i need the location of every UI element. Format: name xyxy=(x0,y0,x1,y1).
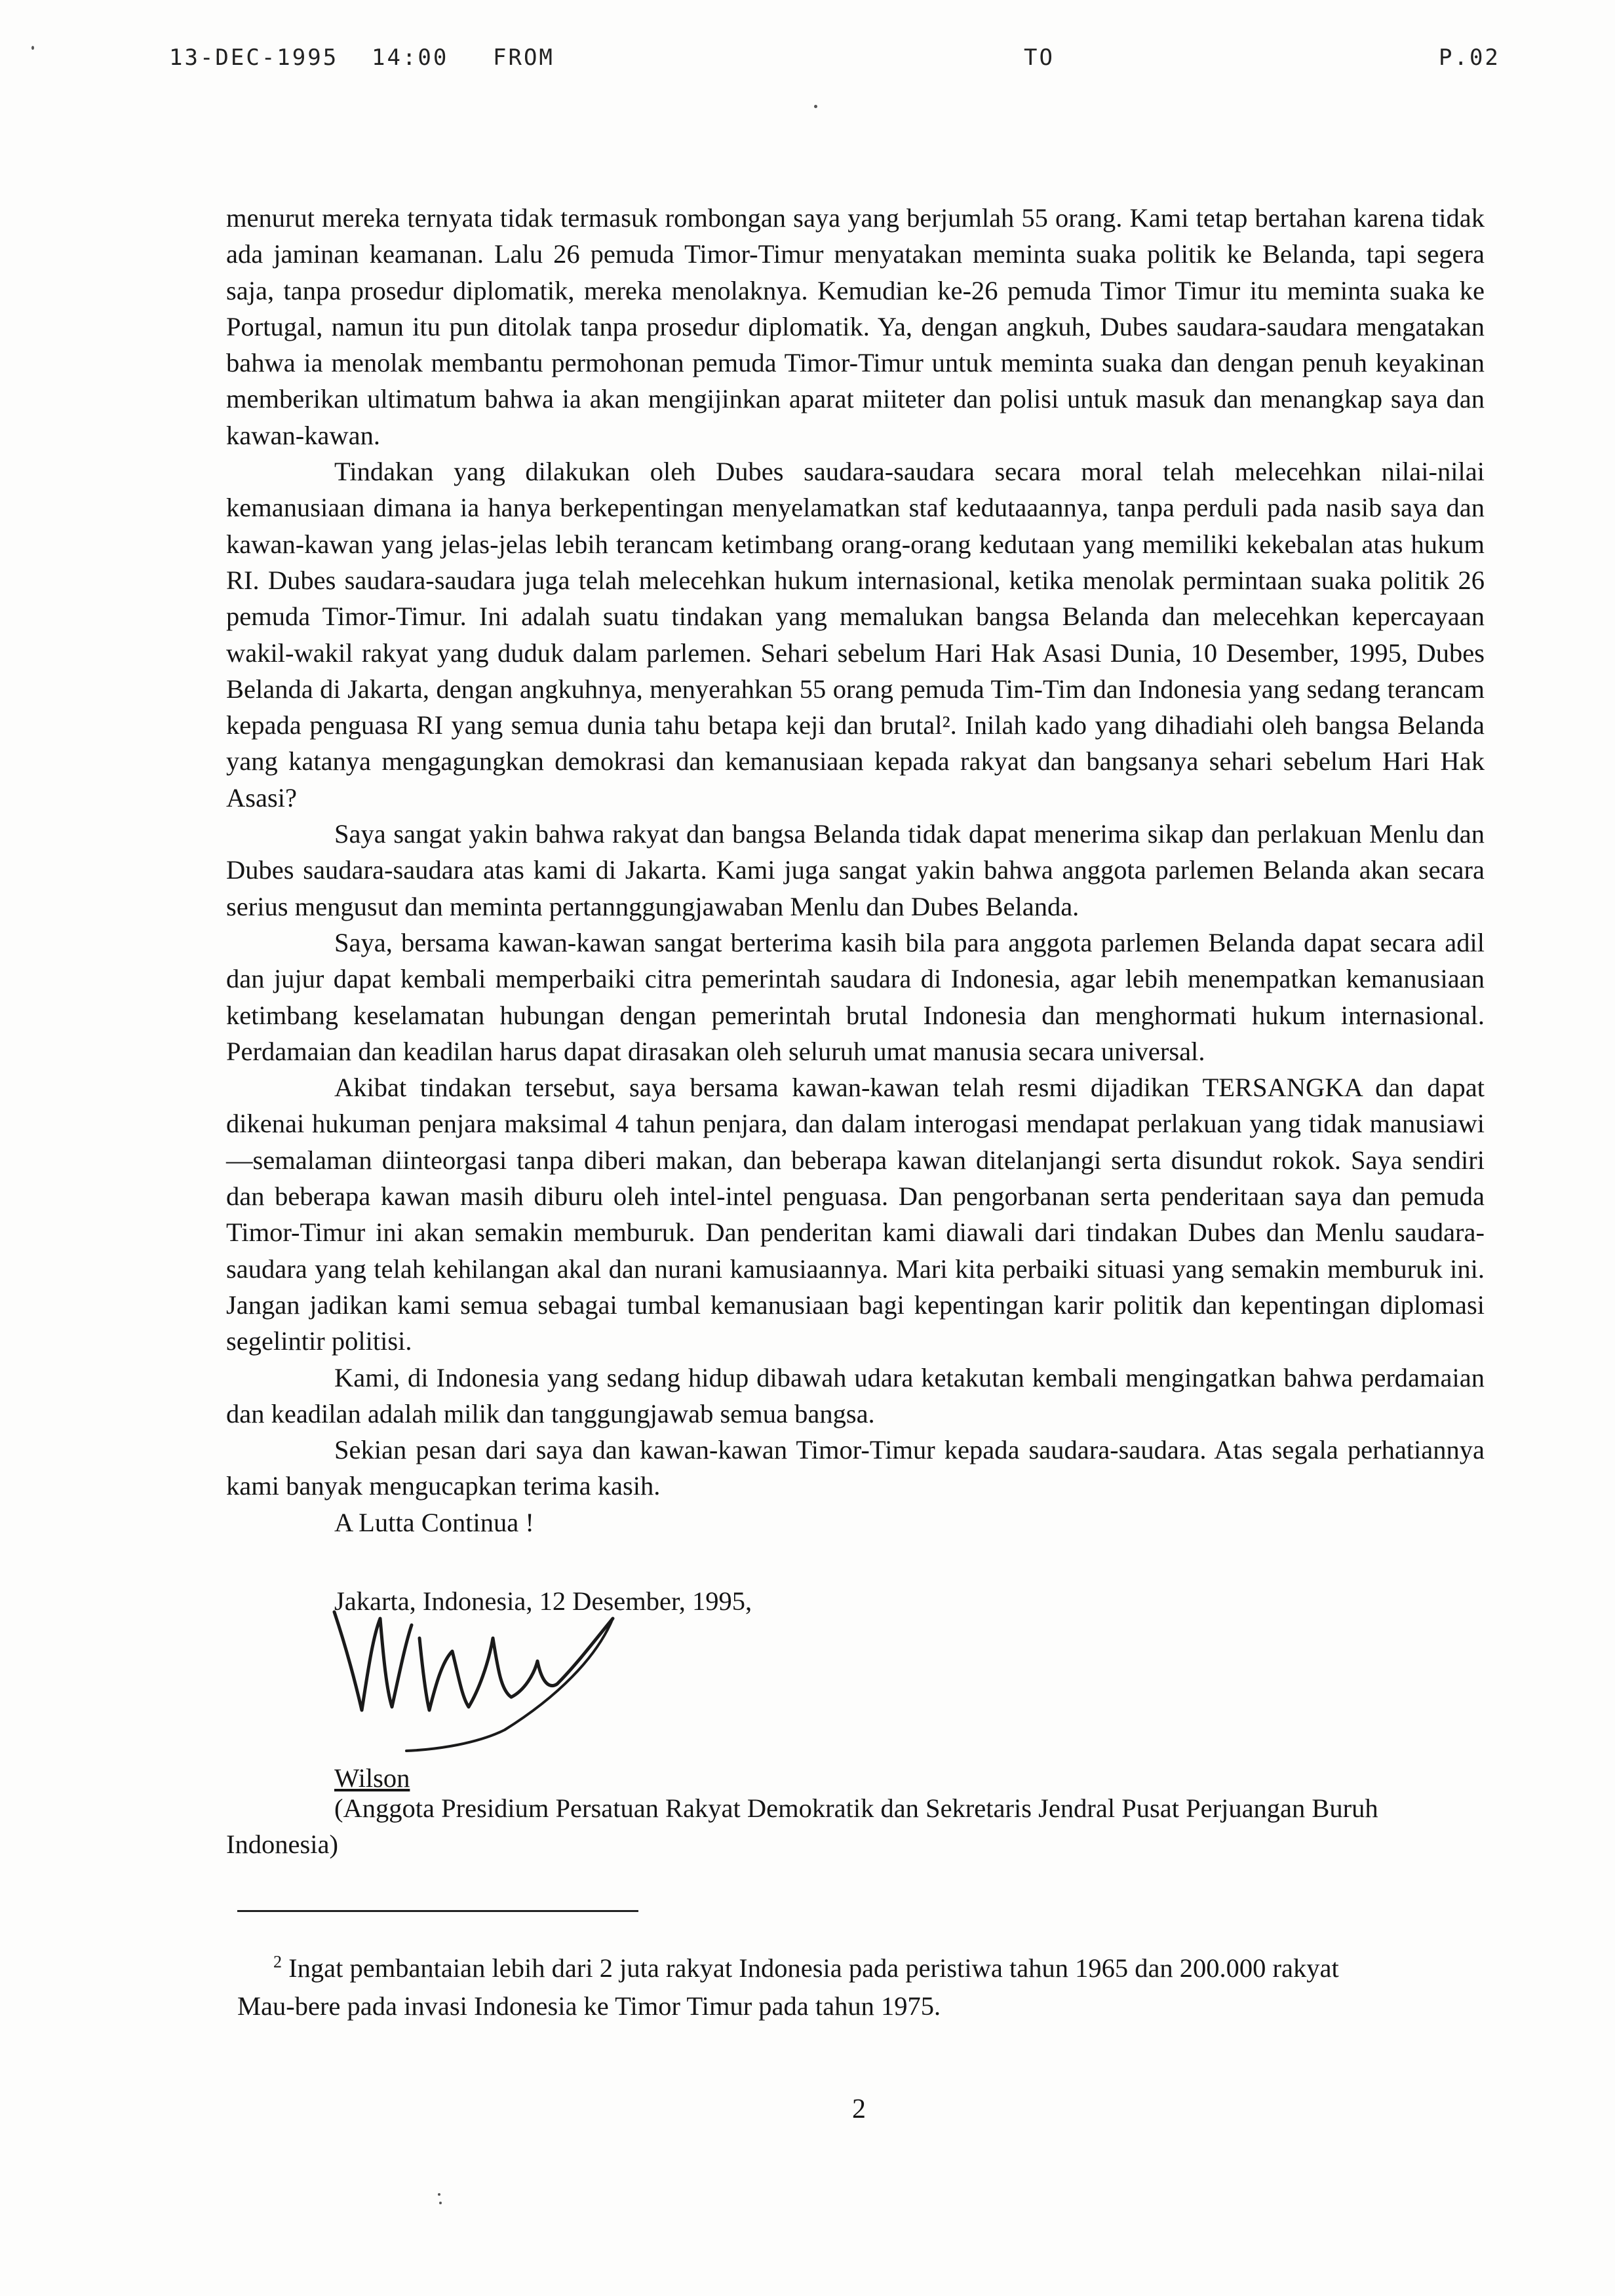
fax-header xyxy=(0,45,1615,84)
signer-title xyxy=(226,1790,1485,1862)
paragraph-4: Saya, bersama kawan-kawan sangat berterima kasih bila para anggota parlemen Belanda dapat secara adil dan jujur dapat kembali memperbaiki citra pemerintah saudara di Indonesia, agar lebih menempatkan kemanusiaan ketimbang keselamatan hubungan dengan pemerintah brutal Indonesia dan menghormati hukum internasional. Perdamaian dan keadilan harus dapat dirasakan oleh seluruh umat manusia secara universal. xyxy=(226,927,1485,1066)
signer-title-line1: (Anggota Presidium Persatuan Rakyat Demokratik dan Sekretaris Jendral Pusat Perjuangan Buruh xyxy=(334,1793,1378,1823)
fax-time: 14:00 xyxy=(372,45,449,71)
footnote-line1: Ingat pembantaian lebih dari 2 juta rakyat Indonesia pada peristiwa tahun 1965 dan 200.000 rakyat xyxy=(288,1953,1339,1983)
closing-slogan: A Lutta Continua ! xyxy=(334,1507,534,1537)
scan-speck xyxy=(439,2202,442,2204)
fax-from-label: FROM xyxy=(493,45,555,71)
scan-speck xyxy=(814,105,817,108)
paragraph-7: Sekian pesan dari saya dan kawan-kawan Timor-Timur kepada saudara-saudara. Atas segala perhatiannya kami banyak mengucapkan terima kasih. xyxy=(226,1435,1485,1501)
signer-name: Wilson xyxy=(334,1763,410,1793)
letter-body xyxy=(226,200,1485,1540)
handwritten-signature xyxy=(321,1599,636,1769)
footnote-line2: Mau-bere pada invasi Indonesia ke Timor Timur pada tahun 1975. xyxy=(237,1991,941,2021)
paragraph-1: menurut mereka ternyata tidak termasuk rombongan saya yang berjumlah 55 orang. Kami tetap bertahan karena tidak ada jaminan keamanan. Lalu 26 pemuda Timor-Timur menyatakan meminta suaka politik ke Belanda, tapi segera saja, tanpa prosedur diplomatik, mereka menolaknya. Kemudian ke-26 pemuda Timor Timur itu meminta suaka ke Portugal, namun itu pun ditolak tanpa prosedur diplomatik. Ya, dengan angkuh, Dubes saudara-saudara mengatakan bahwa ia menolak membantu permohonan pemuda Timor-Timur untuk meminta suaka dan dengan penuh keyakinan memberikan ultimatum bahwa ia akan mengijinkan aparat miiteter dan polisi untuk masuk dan menangkap saya dan kawan-kawan. xyxy=(226,203,1485,450)
footnote-divider xyxy=(237,1910,638,1912)
place-and-date: Jakarta, Indonesia, 12 Desember, 1995, xyxy=(334,1586,752,1616)
footnote xyxy=(237,1949,1483,2025)
scan-speck xyxy=(438,2193,440,2196)
footnote-mark: 2 xyxy=(273,1952,282,1972)
fax-to-label: TO xyxy=(1024,45,1055,71)
paragraph-3: Saya sangat yakin bahwa rakyat dan bangsa Belanda tidak dapat menerima sikap dan perlakuan Menlu dan Dubes saudara-saudara atas kami di Jakarta. Kami juga sangat yakin bahwa anggota parlemen Belanda akan secara serius mengusut dan meminta pertannggungjawaban Menlu dan Dubes Belanda. xyxy=(226,819,1485,921)
paragraph-6: Kami, di Indonesia yang sedang hidup dibawah udara ketakutan kembali mengingatkan bahwa perdamaian dan keadilan adalah milik dan tanggungjawab semua bangsa. xyxy=(226,1362,1485,1428)
page-number: 2 xyxy=(852,2094,866,2124)
paragraph-2: Tindakan yang dilakukan oleh Dubes saudara-saudara secara moral telah melecehkan nilai-nilai kemanusiaan dimana ia hanya berkepentingan menyelamatkan staf kedutaaannya, tanpa perduli pada nasib saya dan kawan-kawan yang jelas-jelas lebih terancam ketimbang orang-orang kedutaan yang memiliki kekebalan atas hukum RI. Dubes saudara-saudara juga telah melecehkan hukum internasional, ketika menolak permintaan suaka politik 26 pemuda Timor-Timur. Ini adalah suatu tindakan yang memalukan bangsa Belanda dan melecehkan kepercayaan wakil-wakil rakyat yang duduk dalam parlemen. Sehari sebelum Hari Hak Asasi Dunia, 10 Desember, 1995, Dubes Belanda di Jakarta, dengan angkuhnya, menyerahkan 55 orang pemuda Tim-Tim dan Indonesia yang sedang terancam kepada penguasa RI yang semua dunia tahu betapa keji dan brutal². Inilah kado yang dihadiahi oleh bangsa Belanda yang katanya mengagungkan demokrasi dan kemanusiaan kepada rakyat dan bangsanya sehari sebelum Hari Hak Asasi? xyxy=(226,457,1485,813)
signer-title-line2: Indonesia) xyxy=(226,1829,338,1859)
scan-speck xyxy=(31,46,34,50)
paragraph-5: Akibat tindakan tersebut, saya bersama kawan-kawan telah resmi dijadikan TERSANGKA dan dapat dikenai hukuman penjara maksimal 4 tahun penjara, dan dalam interogasi mendapat perlakuan yang tidak manusiawi —semalaman diinteorgasi tanpa diberi makan, dan beberapa kawan ditelanjangi serta disundut rokok. Saya sendiri dan beberapa kawan masih diburu oleh intel-intel penguasa. Dan pengorbanan serta penderitaan saya dan pemuda Timor-Timur ini akan semakin memburuk. Dan penderitan kami diawali dari tindakan Dubes dan Menlu saudara-saudara yang telah kehilangan akal dan nurani kamusiaannya. Mari kita perbaiki situasi yang semakin memburuk ini. Jangan jadikan kami semua sebagai tumbal kemanusiaan bagi kepentingan karir politik dan kepentingan diplomasi segelintir politisi. xyxy=(226,1073,1485,1356)
fax-date: 13-DEC-1995 xyxy=(169,45,339,71)
fax-page-number: P.02 xyxy=(1439,45,1500,71)
